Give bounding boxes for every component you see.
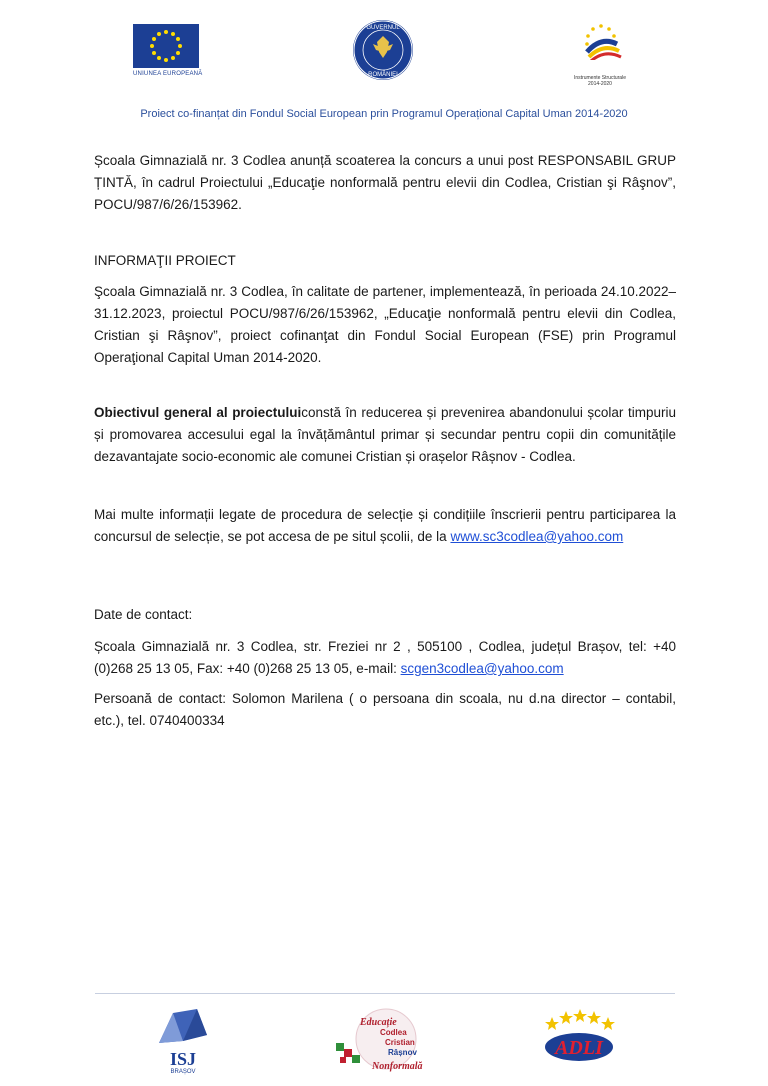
eu-flag-icon — [133, 24, 199, 68]
objective-label: Obiectivul general al proiectului — [94, 405, 302, 420]
isj-brasov-logo — [153, 1005, 213, 1075]
project-info-heading: INFORMAŢII PROIECT — [94, 253, 236, 268]
gov-text-top: GUVERNUL — [366, 25, 400, 31]
school-contact-paragraph — [94, 636, 676, 680]
objective-text: constă în reducerea și prevenirea abandonului școlar timpuriu și promovarea accesului egal la învățământul primar și secundar pentru copii din comunitățile dezavantajate socio-economic ale comunei Cristian și orașelor Râșnov - Codlea. — [94, 405, 676, 464]
header-logos — [0, 18, 768, 120]
is-caption-line2: 2014-2020 — [588, 81, 612, 87]
ecr-line5: Nonformală — [372, 1061, 423, 1072]
more-info-paragraph — [94, 504, 676, 548]
objective-paragraph — [94, 402, 676, 468]
adli-logo — [538, 1005, 620, 1065]
isj-subtext: BRAȘOV — [170, 1069, 196, 1075]
adli-text: ADLI — [555, 1037, 603, 1059]
school-email-link[interactable]: scgen3codlea@yahoo.com — [400, 661, 564, 676]
isj-text: ISJ — [169, 1049, 197, 1069]
contact-heading: Date de contact: — [94, 607, 193, 622]
more-info-text: Mai multe informații legate de procedura de selecție și condițiile înscrierii pentru participarea la concursul de selecție, se pot accesa de pe situl școlii, de la — [94, 507, 676, 544]
gov-text-bottom: ROMÂNIEI — [368, 72, 398, 78]
contact-person-paragraph: Persoană de contact: Solomon Marilena ( o persoana din scoala, nu d.na director – contabil, etc.), tel. 0740400334 — [94, 691, 676, 728]
ecr-line2: Codlea — [380, 1028, 407, 1037]
is-caption-line1: Instrumente Structurale — [574, 75, 626, 81]
cofinancing-statement: Proiect co-finanțat din Fondul Social European prin Programul Operațional Capital Uman 2014-2020 — [140, 108, 628, 120]
eu-logo — [133, 24, 201, 77]
footer-logos — [0, 1000, 768, 1080]
announcement-paragraph: Școala Gimnazială nr. 3 Codlea anunță scoaterea la concurs a unui post RESPONSABIL GRUP ȚINTĂ, în cadrul Proiectului „Educaţie nonformală pentru elevii din Codlea, Cristian şi Râşnov”, POCU/987/6/26/153962. — [94, 153, 676, 212]
ecr-line4: Râșnov — [388, 1048, 417, 1057]
structural-instruments-caption — [571, 75, 629, 87]
ecr-line3: Cristian — [385, 1038, 415, 1047]
eu-caption: UNIUNEA EUROPEANĂ — [133, 71, 203, 77]
footer-divider — [95, 993, 675, 994]
project-info-paragraph: Şcoala Gimnazială nr. 3 Codlea, în calitate de partener, implementează, în perioada 24.10.2022–31.12.2023, proiectul POCU/987/6/26/153962, „Educaţie nonformală pentru elevii din Codlea, Cristian şi Râşnov”, proiect cofinanţat din Fondul Social European (FSE) prin Programul Operaţional Capital Uman 2014-2020. — [94, 284, 676, 365]
ecr-line1: Educație — [360, 1017, 397, 1028]
school-site-link[interactable]: www.sc3codlea@yahoo.com — [450, 529, 624, 544]
school-contact-text: Școala Gimnazială nr. 3 Codlea, str. Freziei nr 2 , 505100 , Codlea, județul Brașov, tel: +40 (0)268 25 13 05, Fax: +40 (0)268 25 13 05, e-mail: — [94, 639, 676, 676]
romanian-government-logo — [351, 18, 415, 82]
education-codlea-cristian-rasnov-logo — [330, 1005, 438, 1075]
